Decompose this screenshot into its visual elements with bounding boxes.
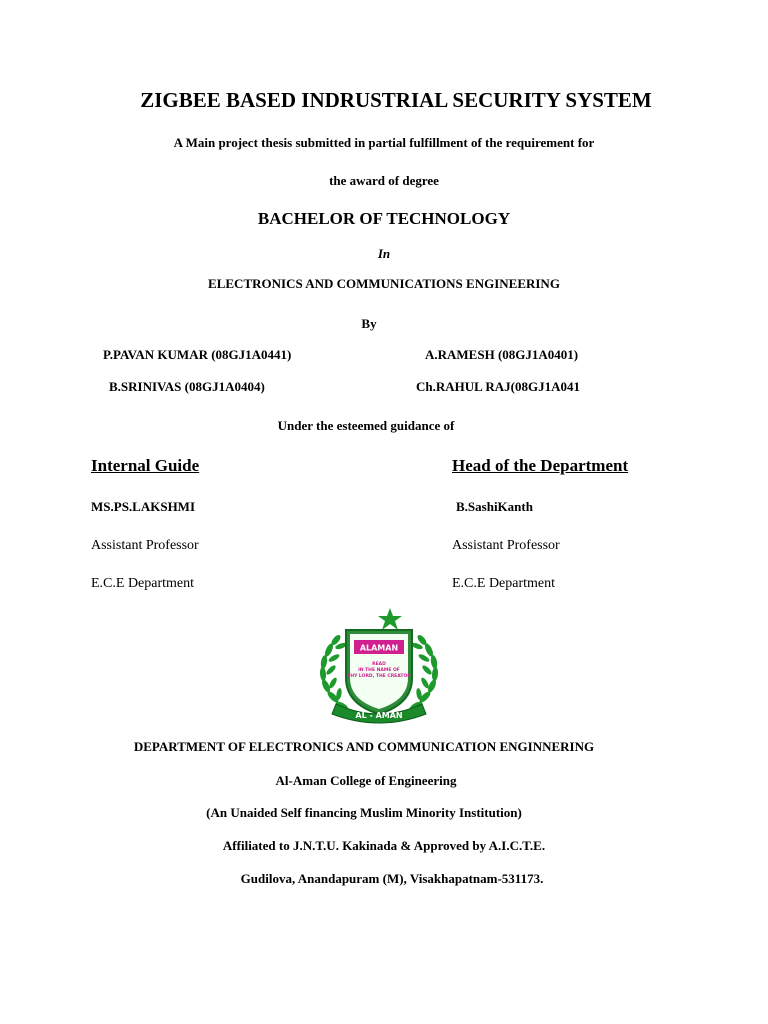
footer-address: Gudilova, Anandapuram (M), Visakhapatnam-531173. xyxy=(240,871,544,886)
hod-heading: Head of the Department xyxy=(452,456,629,475)
thesis-title: ZIGBEE BASED INDRUSTRIAL SECURITY SYSTEM xyxy=(140,88,652,112)
student-3: B.SRINIVAS (08GJ1A0404) xyxy=(109,379,265,394)
branch-name: ELECTRONICS AND COMMUNICATIONS ENGINEERING xyxy=(208,276,560,291)
internal-guide-name: MS.PS.LAKSHMI xyxy=(91,499,196,514)
logo-banner-text: ALAMAN xyxy=(359,643,399,653)
student-1: P.PAVAN KUMAR (08GJ1A0441) xyxy=(103,347,292,362)
logo-motto-1: READ xyxy=(372,662,386,667)
in-word: In xyxy=(377,246,391,261)
college-logo xyxy=(314,608,444,726)
footer-institution-type: (An Unaided Self financing Muslim Minority Institution) xyxy=(206,805,522,820)
hod-name: B.SashiKanth xyxy=(456,499,533,514)
student-2: A.RAMESH (08GJ1A0401) xyxy=(425,347,579,362)
logo-motto-2: IN THE NAME OF xyxy=(358,668,400,673)
internal-guide-designation: Assistant Professor xyxy=(91,538,199,553)
subtitle-line-2: the award of degree xyxy=(329,173,439,188)
logo-star-icon xyxy=(378,608,402,630)
footer-department: DEPARTMENT OF ELECTRONICS AND COMMUNICATION ENGINNERING xyxy=(133,739,595,754)
internal-guide-department: E.C.E Department xyxy=(91,576,195,591)
footer-affiliation: Affiliated to J.N.T.U. Kakinada & Approved by A.I.C.T.E. xyxy=(222,838,546,853)
logo-motto-3: THY LORD, THE CREATOR xyxy=(347,674,411,679)
student-4: Ch.RAHUL RAJ(08GJ1A041 xyxy=(416,379,580,394)
subtitle-line-1: A Main project thesis submitted in partial fulfillment of the requirement for xyxy=(173,135,595,150)
logo-ribbon-text: AL - AMAN xyxy=(355,711,403,720)
guidance-line: Under the esteemed guidance of xyxy=(277,418,455,433)
by-word: By xyxy=(361,316,377,331)
internal-guide-heading: Internal Guide xyxy=(91,456,200,475)
hod-designation: Assistant Professor xyxy=(452,538,560,553)
footer-college: Al-Aman College of Engineering xyxy=(275,773,457,788)
degree-name: BACHELOR OF TECHNOLOGY xyxy=(257,209,511,228)
hod-department: E.C.E Department xyxy=(452,576,556,591)
